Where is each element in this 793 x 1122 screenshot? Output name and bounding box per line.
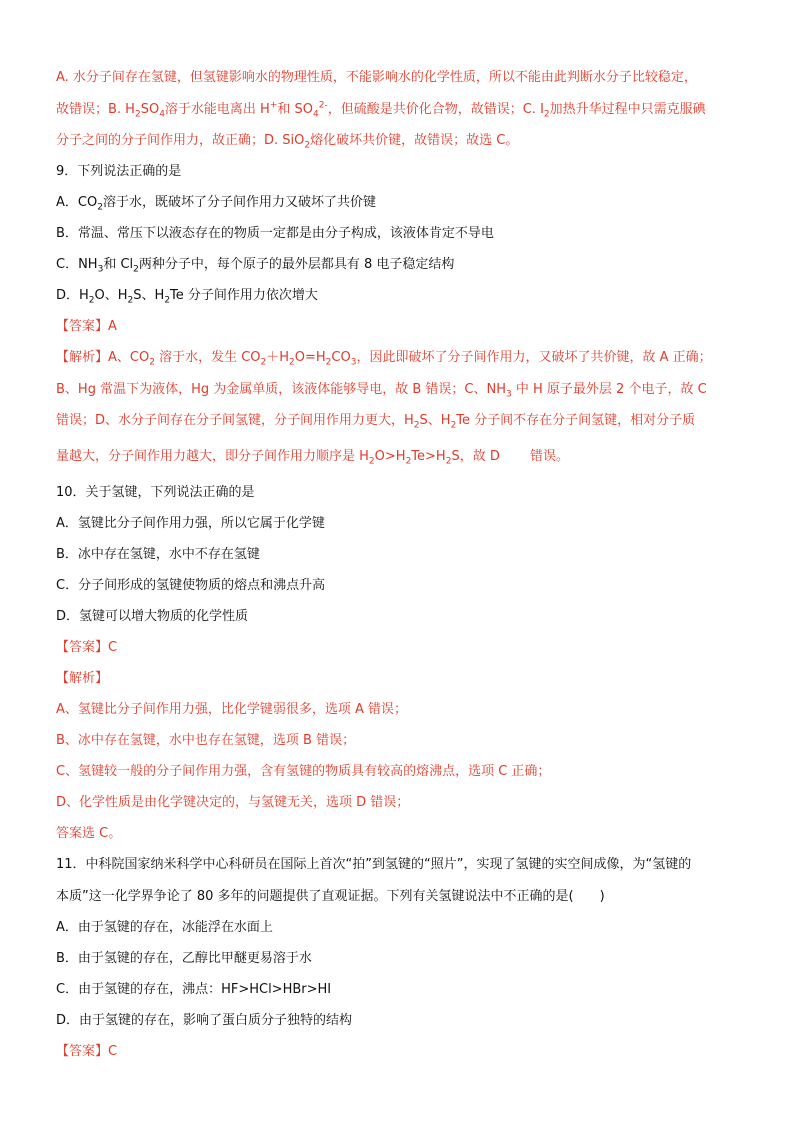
q11-stem-line-2: 本质”这一化学界争论了 80 多年的问题提供了直观证据。下列有关氢键说法中不正确的是( ) (56, 889, 605, 904)
q10-explanation-heading: 【解析】 (56, 671, 109, 686)
q9-explanation-1: 【解析】A、$CO_2$ 溶于水，发生 $CO_2+H_2O=H_2CO_3$，因此即破坏了分子间作用力，又破坏了共价键，故 A 正确； (56, 350, 712, 368)
intro-line-2: 故错误；B. $H_2SO_4$溶于水能电离出 H+和 $SO_4^{2-}$，但硫酸是共价化合物，故错误；C. $I_2$加热升华过程中只需克服碘 (56, 100, 706, 120)
q9-answer: 【答案】A (56, 319, 117, 334)
q9-option-d: D．$H_2O$、$H_2S$、$H_2Te$ 分子间作用力依次增大 (56, 288, 318, 306)
q10-option-c: C．分子间形成的氢键使物质的熔点和沸点升高 (56, 578, 326, 593)
q9-explanation-4: 量越大，分子间作用力越大，即分子间作用力顺序是 $H_2O>H_2Te>H_2S$，故 D 错误。 (56, 449, 569, 467)
q10-final-answer: 答案选 C。 (56, 826, 122, 841)
q10-explanation-d: D、化学性质是由化学键决定的，与氢键无关，选项 D 错误； (56, 795, 410, 810)
q10-explanation-b: B、冰中存在氢键，水中也存在氢键，选项 B 错误； (56, 733, 356, 748)
q10-answer: 【答案】C (56, 640, 118, 655)
q11-stem-line-1: 11．中科院国家纳米科学中心科研员在国际上首次“拍”到氢键的“照片”，实现了氢键的实空间成像，为“氢键的 (56, 857, 692, 872)
q10-explanation-a: A、氢键比分子间作用力强，比化学键弱很多，选项 A 错误； (56, 702, 408, 717)
q11-option-a: A．由于氢键的存在，冰能浮在水面上 (56, 920, 273, 935)
q11-option-b: B．由于氢键的存在，乙醇比甲醚更易溶于水 (56, 951, 312, 966)
q9-explanation-2: B、Hg 常温下为液体，Hg 为金属单质，该液体能够导电，故 B 错误；C、$NH_3$ 中 H 原子最外层 2 个电子，故 C (56, 382, 707, 400)
q10-option-a: A．氢键比分子间作用力强，所以它属于化学键 (56, 516, 325, 531)
q11-option-d: D．由于氢键的存在，影响了蛋白质分子独特的结构 (56, 1013, 353, 1028)
q10-option-b: B．冰中存在氢键，水中不存在氢键 (56, 547, 260, 562)
q9-option-c: C．$NH_3$和 $Cl_2$两种分子中，每个原子的最外层都具有 8 电子稳定结构 (56, 257, 455, 275)
q11-answer: 【答案】C (56, 1044, 118, 1059)
q9-stem: 9．下列说法正确的是 (56, 164, 182, 179)
q9-explanation-3: 错误；D、水分子间存在分子间氢键，分子间用作用力更大，$H_2S$、$H_2Te$ 分子间不存在分子间氢键，相对分子质 (56, 413, 696, 431)
q10-stem: 10．关于氢键，下列说法正确的是 (56, 485, 255, 500)
intro-line-1: A. 水分子间存在氢键，但氢键影响水的物理性质，不能影响水的化学性质，所以不能由此判断水分子比较稳定， (56, 70, 697, 85)
q9-option-b: B．常温、常压下以液态存在的物质一定都是由分子构成，该液体肯定不导电 (56, 226, 494, 241)
q11-option-c: C．由于氢键的存在，沸点：HF>HCl>HBr>HI (56, 982, 332, 997)
q10-option-d: D．氢键可以增大物质的化学性质 (56, 609, 249, 624)
q9-option-a: A．$CO_2$溶于水，既破坏了分子间作用力又破坏了共价键 (56, 195, 376, 213)
q10-explanation-c: C、氢键较一般的分子间作用力强，含有氢键的物质具有较高的熔沸点，选项 C 正确； (56, 764, 551, 779)
intro-line-3: 分子之间的分子间作用力，故正确；D. SiO$_2$熔化破坏共价键，故错误；故选 C。 (56, 133, 519, 151)
